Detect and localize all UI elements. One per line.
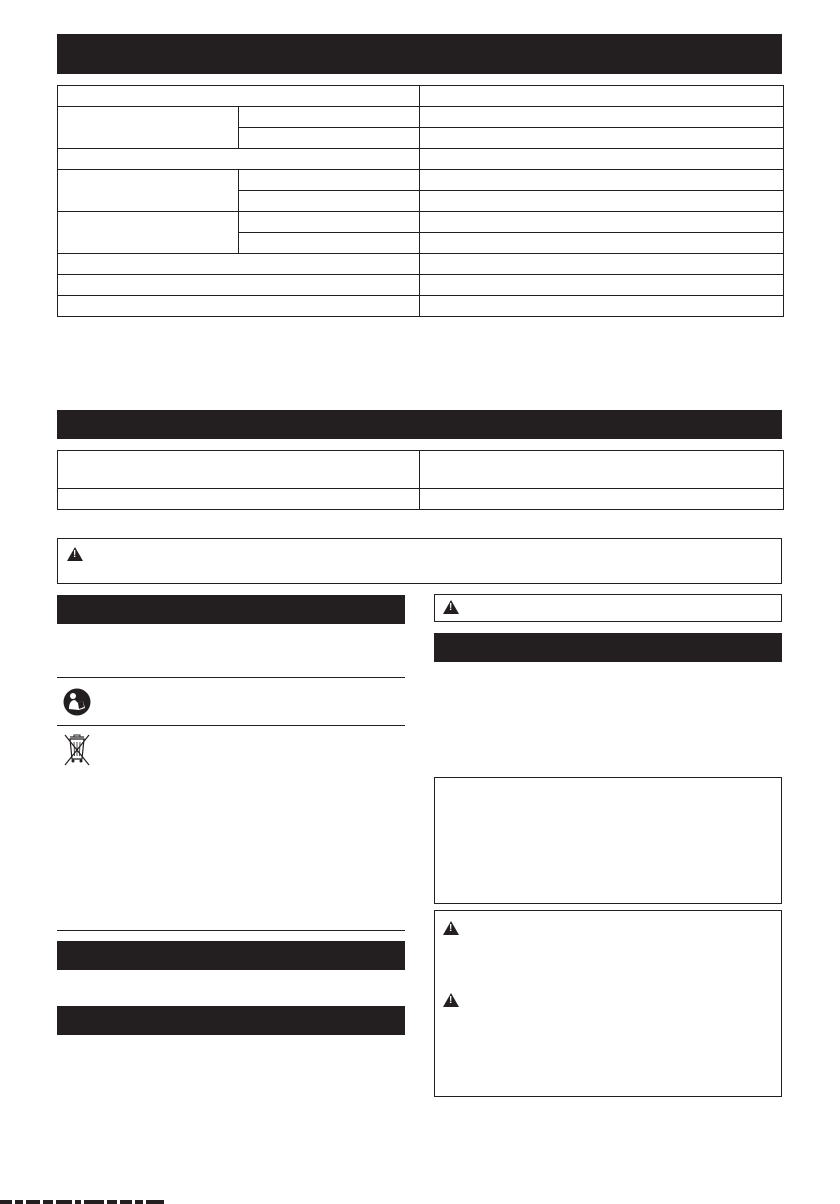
- table-cell: [58, 451, 420, 489]
- warning-triangle-icon: [67, 547, 83, 561]
- table-cell: [58, 254, 420, 275]
- table-cell: [239, 233, 420, 254]
- table-cell: [420, 86, 784, 107]
- table-cell: [58, 107, 239, 149]
- table-row: [58, 86, 784, 107]
- table-cell: [239, 170, 420, 191]
- left-section-2-header: [57, 941, 405, 970]
- table-row: [58, 489, 784, 510]
- table-cell: [239, 212, 420, 233]
- right-section-header: [434, 633, 782, 662]
- table-cell: [239, 191, 420, 212]
- divider: [57, 725, 405, 726]
- symbols-section-header: [57, 595, 405, 624]
- warning-banner: [57, 538, 782, 584]
- divider: [57, 677, 405, 678]
- specifications-section-header: [57, 34, 782, 74]
- table-cell: [58, 296, 420, 317]
- crossed-out-bin-icon: [62, 733, 92, 767]
- table-cell: [58, 275, 420, 296]
- table-cell: [58, 489, 420, 510]
- table-cell: [420, 191, 784, 212]
- table-cell: [420, 451, 784, 489]
- read-manual-icon: [63, 688, 91, 716]
- table-cell: [420, 296, 784, 317]
- symbol-row-read-manual: [57, 679, 405, 723]
- table-row: [58, 212, 784, 233]
- table-row: [58, 170, 784, 191]
- table-cell: [420, 254, 784, 275]
- table-row: [58, 254, 784, 275]
- right-warning-banner: [434, 594, 782, 622]
- table-cell: [420, 170, 784, 191]
- table-cell: [420, 212, 784, 233]
- table-cell: [420, 149, 784, 170]
- table-row: [58, 275, 784, 296]
- battery-table: [57, 450, 784, 510]
- table-cell: [58, 86, 420, 107]
- warning-triangle-icon: [443, 921, 459, 935]
- table-row: [58, 107, 784, 128]
- cropped-footer-marks: [0, 1186, 520, 1192]
- table-cell: [58, 149, 420, 170]
- table-cell: [420, 233, 784, 254]
- table-cell: [239, 107, 420, 128]
- symbol-row-weee: [57, 731, 405, 931]
- table-cell: [239, 128, 420, 149]
- battery-section-header: [57, 410, 782, 439]
- warning-triangle-icon: [443, 993, 459, 1007]
- warning-triangle-icon: [443, 600, 459, 614]
- table-cell: [58, 170, 239, 212]
- table-cell: [420, 128, 784, 149]
- table-cell: [58, 212, 239, 254]
- table-row: [58, 451, 784, 489]
- specifications-table: [57, 85, 784, 317]
- right-warning-box: [434, 910, 782, 1097]
- table-row: [58, 296, 784, 317]
- left-section-3-header: [57, 1006, 405, 1035]
- table-cell: [420, 489, 784, 510]
- divider: [57, 930, 405, 931]
- right-notice-box: [434, 777, 782, 904]
- table-row: [58, 149, 784, 170]
- table-cell: [420, 275, 784, 296]
- table-cell: [420, 107, 784, 128]
